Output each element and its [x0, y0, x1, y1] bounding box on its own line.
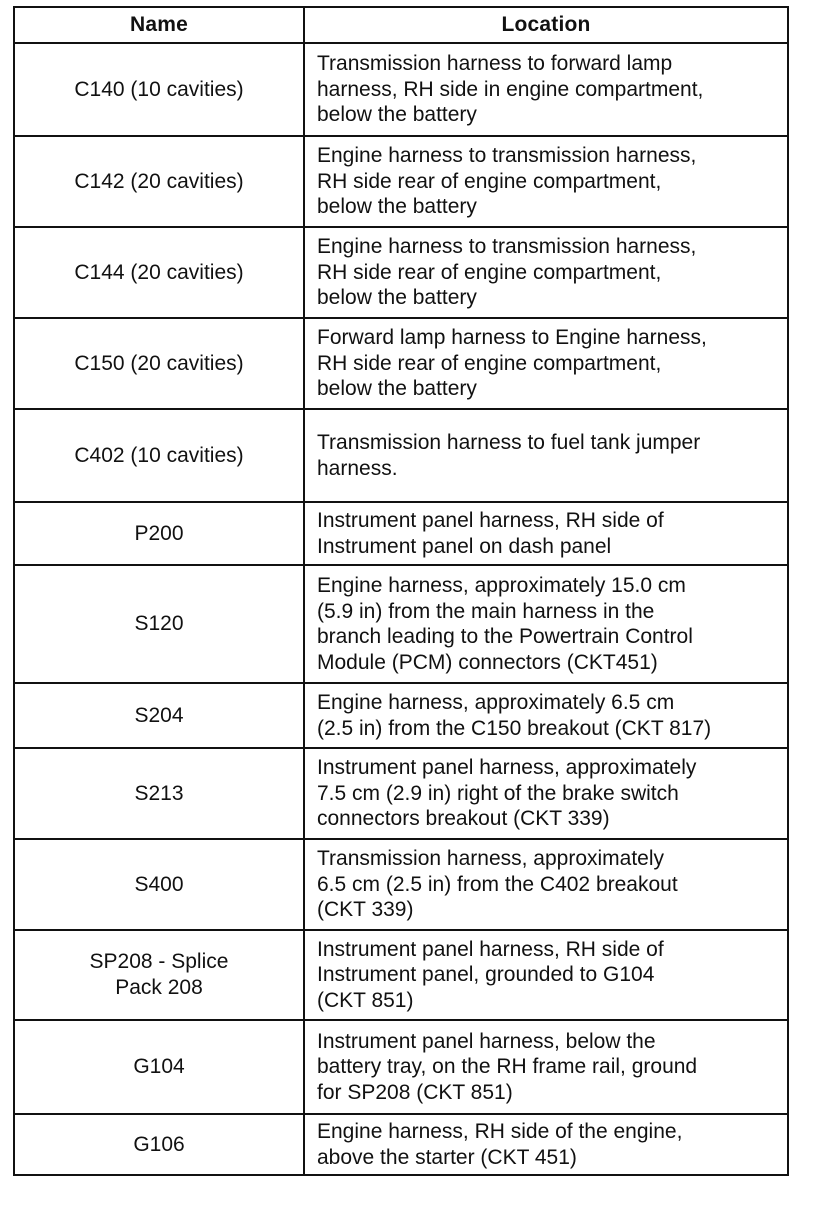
- connector-name-line: C402 (10 cavities): [74, 443, 244, 467]
- connector-location-line: Instrument panel harness, RH side of: [317, 509, 664, 532]
- connector-location-line: Instrument panel on dash panel: [317, 534, 612, 558]
- connector-location-line: connectors breakout (CKT 339): [317, 807, 610, 831]
- connector-location-line: Instrument panel, grounded to G104: [317, 963, 655, 987]
- connector-location-cell: [304, 502, 788, 565]
- connector-name-line: C144 (20 cavities): [74, 260, 244, 284]
- table-row: [14, 409, 788, 502]
- connector-location-line: below the battery: [317, 286, 477, 310]
- connector-location-line: 7.5 cm (2.9 in) right of the brake switch: [317, 781, 679, 805]
- connector-location-line: Transmission harness to fuel tank jumper: [317, 431, 701, 454]
- connector-location-cell: [304, 227, 788, 318]
- connector-location-cell: [304, 930, 788, 1020]
- table-row: [14, 930, 788, 1020]
- table-row: [14, 683, 788, 748]
- connector-location-cell: [304, 683, 788, 748]
- connector-name-cell: [14, 318, 304, 409]
- connector-location-line: Engine harness, approximately 6.5 cm: [317, 691, 675, 714]
- connector-location-line: below the battery: [317, 195, 477, 219]
- table-row: [14, 565, 788, 683]
- connector-name-cell: [14, 136, 304, 227]
- connector-location-line: harness.: [317, 456, 398, 480]
- connector-location-cell: [304, 1114, 788, 1175]
- connector-name-cell: [14, 683, 304, 748]
- connector-name-line: C140 (10 cavities): [74, 77, 244, 101]
- connector-name-line: S120: [134, 612, 184, 635]
- connector-name-line: SP208 - Splice: [89, 950, 229, 973]
- connector-location-table: [13, 6, 789, 1176]
- table-row: [14, 1114, 788, 1175]
- connector-name-cell: [14, 502, 304, 565]
- connector-location-line: Engine harness to transmission harness,: [317, 144, 697, 168]
- connector-name-cell: [14, 748, 304, 839]
- table-row: [14, 318, 788, 409]
- connector-location-line: Instrument panel harness, approximately: [317, 756, 697, 780]
- connector-location-line: Transmission harness to forward lamp: [317, 52, 673, 76]
- connector-location-line: RH side rear of engine compartment,: [317, 351, 662, 375]
- connector-location-line: (CKT 339): [317, 898, 414, 922]
- table-row: [14, 1020, 788, 1114]
- connector-location-line: Engine harness, approximately 15.0 cm: [317, 574, 686, 597]
- table-row: [14, 502, 788, 565]
- location-column-header: Location: [304, 7, 788, 43]
- connector-location-cell: [304, 839, 788, 930]
- connector-location-cell: [304, 43, 788, 136]
- table-header-row: [14, 7, 788, 43]
- table-row: [14, 839, 788, 930]
- connector-location-line: (2.5 in) from the C150 breakout (CKT 817): [317, 716, 712, 740]
- connector-location-cell: [304, 409, 788, 502]
- connector-name-line: Pack 208: [115, 976, 203, 999]
- connector-name-line: C150 (20 cavities): [74, 351, 244, 375]
- connector-location-line: Engine harness to transmission harness,: [317, 235, 697, 259]
- connector-location-line: (5.9 in) from the main harness in the: [317, 599, 655, 623]
- connector-location-line: above the starter (CKT 451): [317, 1145, 577, 1169]
- table-body: [14, 43, 788, 1175]
- connector-name-cell: [14, 930, 304, 1020]
- connector-location-cell: [304, 565, 788, 683]
- connector-location-cell: [304, 136, 788, 227]
- connector-location-cell: [304, 1020, 788, 1114]
- table-row: [14, 136, 788, 227]
- connector-name-line: G104: [133, 1055, 185, 1078]
- connector-location-cell: [304, 318, 788, 409]
- connector-name-line: G106: [133, 1132, 185, 1156]
- connector-location-line: battery tray, on the RH frame rail, ground: [317, 1055, 698, 1079]
- connector-name-line: S400: [134, 872, 184, 896]
- connector-name-cell: [14, 227, 304, 318]
- connector-location-line: for SP208 (CKT 851): [317, 1080, 513, 1104]
- table-row: [14, 748, 788, 839]
- connector-location-line: Transmission harness, approximately: [317, 847, 665, 871]
- connector-name-line: S204: [134, 703, 184, 727]
- connector-name-cell: [14, 565, 304, 683]
- connector-location-line: (CKT 851): [317, 988, 414, 1012]
- table-row: [14, 227, 788, 318]
- connector-name-line: S213: [134, 781, 184, 805]
- connector-name-line: C142 (20 cavities): [74, 169, 244, 193]
- connector-name-cell: [14, 1020, 304, 1114]
- connector-location-line: below the battery: [317, 103, 477, 127]
- connector-location-line: harness, RH side in engine compartment,: [317, 77, 704, 101]
- connector-location-line: RH side rear of engine compartment,: [317, 169, 662, 193]
- name-column-header: Name: [14, 7, 304, 43]
- connector-location-line: RH side rear of engine compartment,: [317, 260, 662, 284]
- connector-location-line: branch leading to the Powertrain Control: [317, 625, 693, 648]
- connector-name-cell: [14, 409, 304, 502]
- connector-name-cell: [14, 1114, 304, 1175]
- connector-location-line: Engine harness, RH side of the engine,: [317, 1120, 683, 1143]
- connector-location-cell: [304, 748, 788, 839]
- connector-location-line: Module (PCM) connectors (CKT451): [317, 650, 658, 674]
- connector-location-line: Instrument panel harness, RH side of: [317, 937, 664, 961]
- connector-name-cell: [14, 839, 304, 930]
- connector-name-line: P200: [134, 521, 184, 545]
- connector-name-cell: [14, 43, 304, 136]
- connector-location-line: below the battery: [317, 377, 477, 401]
- table-row: [14, 43, 788, 136]
- connector-location-line: Forward lamp harness to Engine harness,: [317, 326, 707, 350]
- connector-location-line: Instrument panel harness, below the: [317, 1029, 656, 1053]
- connector-location-line: 6.5 cm (2.5 in) from the C402 breakout: [317, 872, 678, 896]
